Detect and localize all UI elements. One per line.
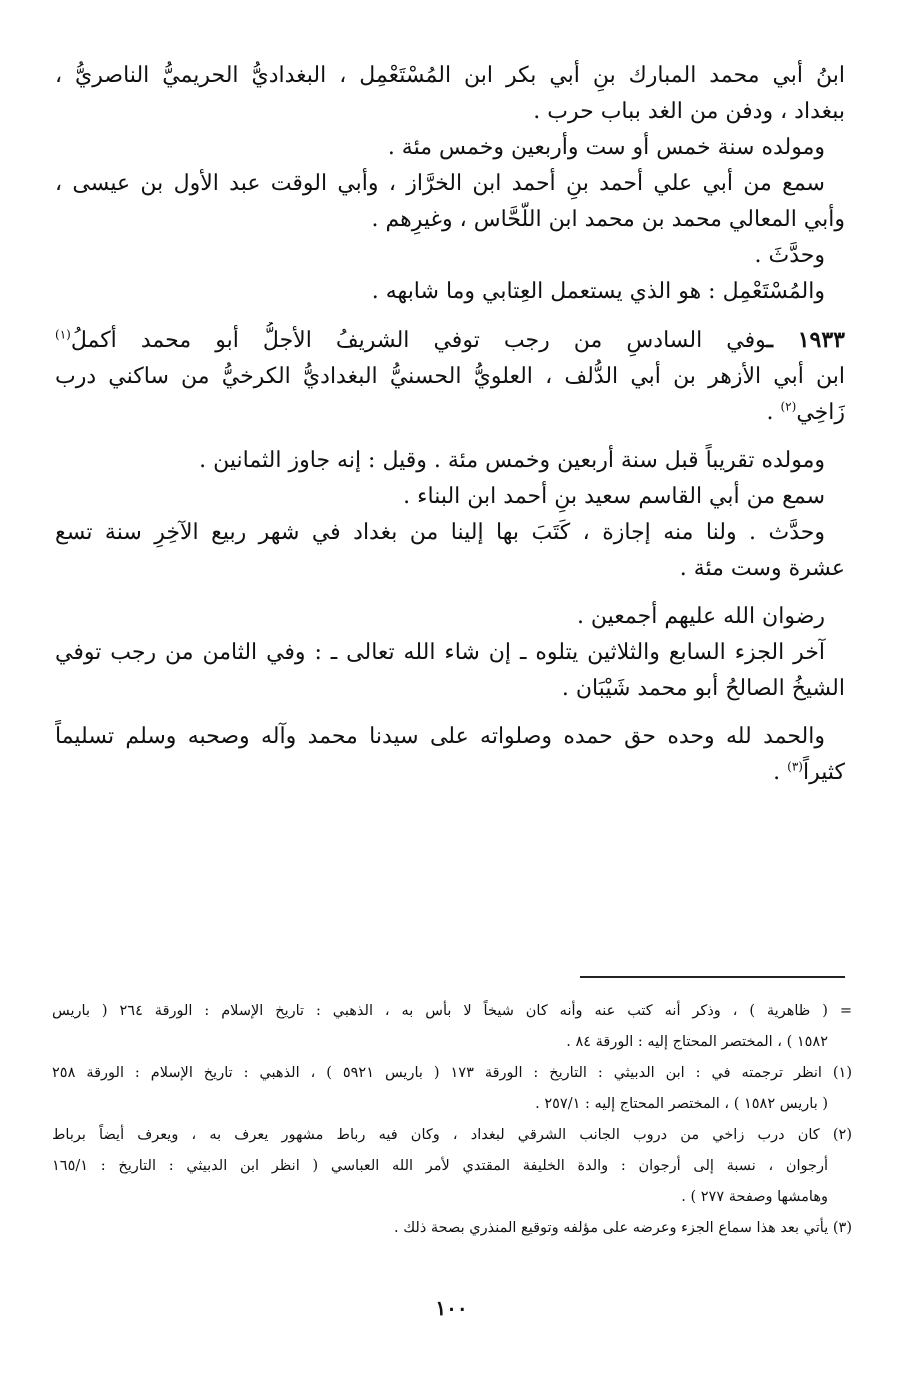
entry-heading-line [55, 322, 845, 359]
footnote-line: ( باريس ١٥٨٢ ) ، المختصر المحتاج إليه : ٢٥٧/١ . [535, 1096, 828, 1112]
text-line: الشيخُ الصالحُ أبو محمد شَيْبَان . [561, 676, 845, 701]
text-line: ابن أبي الأزهر بن أبي الدُّلف ، العلويُّ الحسنيُّ البغداديُّ الكرخيُّ من ساكني درب [55, 364, 845, 389]
footnote-line: (١) انظر ترجمته في : ابن الدبيثي : التاريخ : الورقة ١٧٣ ( باريس ٥٩٢١ ) ، الذهبي : تاريخ الإسلام : الورقة ٢٥٨ [52, 1065, 852, 1081]
text-line: وحدَّث . ولنا منه إجازة ، كَتَبَ بها إلينا من بغداد في شهر ربيع الآخِرِ سنة تسع [55, 520, 825, 545]
text-line: ومولده تقريباً قبل سنة أربعين وخمس مئة . وقيل : إنه جاوز الثمانين . [199, 448, 825, 473]
footnote-divider [580, 976, 845, 978]
text-line: عشرة وست مئة . [679, 556, 845, 581]
text-line: ومولده سنة خمس أو ست وأربعين وخمس مئة . [387, 135, 825, 160]
text-line-with-note [55, 395, 845, 431]
text-fragment: . [766, 400, 781, 425]
text-fragment: كثيراً [802, 760, 845, 785]
closing-line [55, 755, 845, 791]
text-line: والمُسْتَعْمِل : هو الذي يستعمل العِتابي وما شابهه . [371, 279, 825, 304]
text-line: سمع من أبي القاسم سعيد بنِ أحمد ابن البناء . [403, 484, 825, 509]
main-text [55, 58, 845, 791]
text-line: ابنُ أبي محمد المبارك بنِ أبي بكر ابن المُسْتَعْمِل ، البغداديُّ الحريميُّ الناصريُّ ، [55, 63, 845, 88]
text-line: وفي السادسِ من رجب توفي الشريفُ الأجلُّ أبو محمد أكملُ [70, 328, 767, 353]
footnotes [52, 996, 852, 1244]
text-line: وأبي المعالي محمد بن محمد ابن اللَّحَّاس ، وغيرِهم . [371, 207, 845, 232]
text-line: ببغداد ، ودفن من الغد بباب حرب . [533, 99, 845, 124]
text-line: والحمد لله وحده حق حمده وصلواته على سيدنا محمد وآله وصحبه وسلم تسليماً [55, 724, 825, 749]
footnote-mark: (٢) [780, 399, 797, 414]
footnote-line: (٣) يأتي بعد هذا سماع الجزء وعرضه على مؤلفه وتوقيع المنذري بصحة ذلك . [393, 1220, 852, 1236]
text-fragment: . [773, 760, 788, 785]
text-line: وحدَّثَ . [754, 243, 825, 268]
footnote-mark: (١) [55, 327, 71, 342]
footnote-line: وهامشها وصفحة ٢٧٧ ) . [681, 1189, 828, 1205]
text-line: آخر الجزء السابع والثلاثين يتلوه ـ إن شاء الله تعالى ـ : وفي الثامن من رجب توفي [55, 640, 825, 665]
page-number: ١٠٠ [435, 1296, 468, 1320]
entry-number: ١٩٣٣ ـ [766, 327, 845, 353]
footnote-mark: (٣) [787, 759, 803, 774]
footnote-line: ١٥٨٢ ) ، المختصر المحتاج إليه : الورقة ٨٤ . [566, 1034, 828, 1050]
text-line: سمع من أبي علي أحمد بنِ أحمد ابن الخرَّاز ، وأبي الوقت عبد الأول بن عيسى ، [55, 171, 825, 196]
text-line: رضوان الله عليهم أجمعين . [576, 604, 825, 629]
footnote-line: = ( ظاهرية ) ، وذكر أنه كتب عنه وأنه كان شيخاً لا بأس به ، الذهبي : تاريخ الإسلام : الورقة ٢٦٤ ( باريس [52, 1003, 852, 1019]
footnote-line: (٢) كان درب زاخي من دروب الجانب الشرقي لبغداد ، وكان فيه رباط مشهور يعرف به ، ويعرف أيضاً برباط [52, 1127, 852, 1143]
footnote-line: أرجوان ، نسبة إلى أرجوان : والدة الخليفة المقتدي لأمر الله العباسي ( انظر ابن الدبيثي : التاريخ : ١٦٥/١ [52, 1158, 828, 1174]
text-fragment: زَاخِي [796, 400, 845, 425]
